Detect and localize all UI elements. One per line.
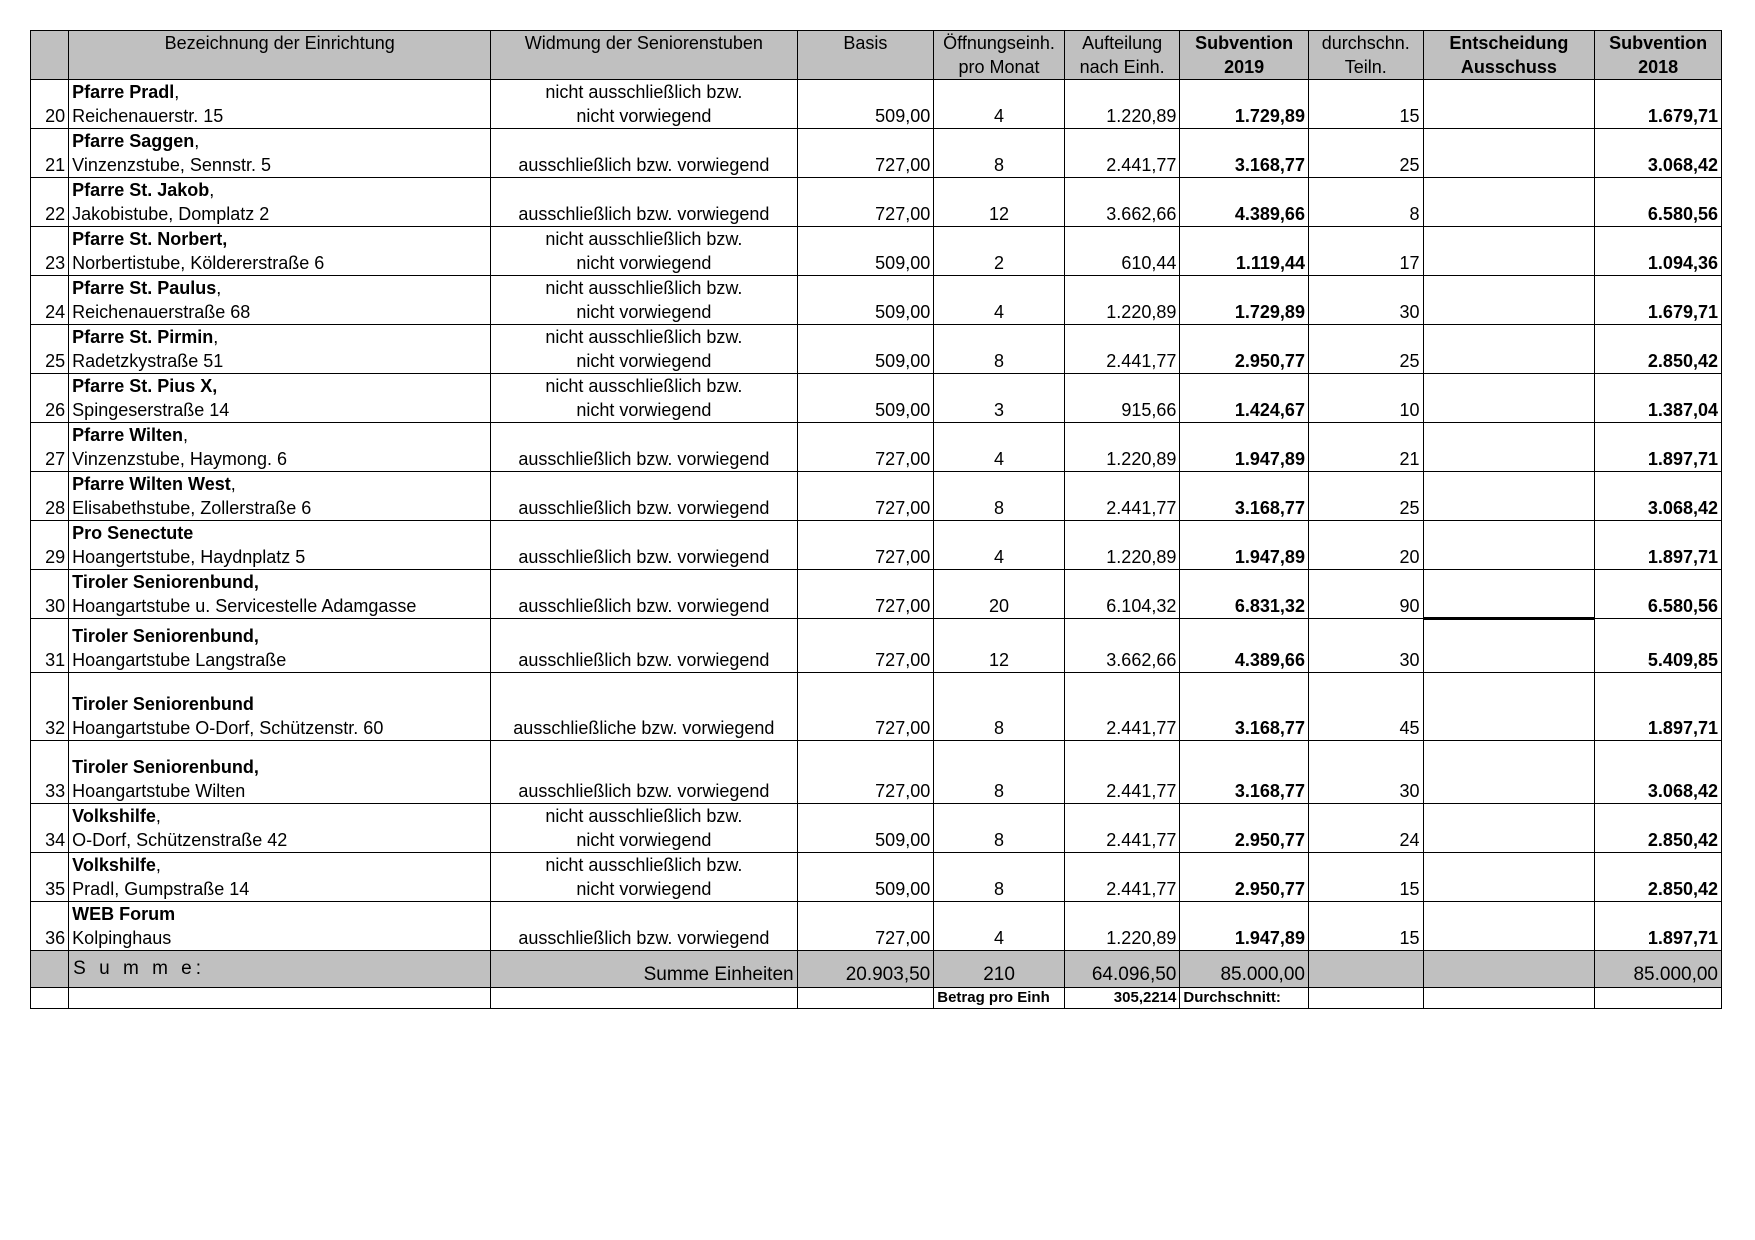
aufteilung-cell: 3.662,66 xyxy=(1064,178,1180,227)
widmung-cell xyxy=(491,673,797,741)
facility-name-cell xyxy=(69,741,491,804)
summary-einheiten-label: Summe Einheiten xyxy=(491,951,797,988)
basis-cell: 509,00 xyxy=(797,804,934,853)
widmung-line-2: ausschließlich bzw. vorwiegend xyxy=(518,449,770,469)
facility-org: Pfarre Wilten West xyxy=(72,474,231,494)
basis-cell: 727,00 xyxy=(797,178,934,227)
widmung-line-1: nicht ausschließlich bzw. xyxy=(545,806,743,826)
teilnehmer-cell: 15 xyxy=(1308,80,1423,129)
teilnehmer-cell: 30 xyxy=(1308,741,1423,804)
facility-name-cell xyxy=(69,423,491,472)
widmung-line-2: nicht vorwiegend xyxy=(576,830,712,850)
entscheidung-cell xyxy=(1423,570,1595,619)
teilnehmer-cell: 30 xyxy=(1308,619,1423,673)
facility-address: O-Dorf, Schützenstraße 42 xyxy=(72,830,288,850)
header-oeffnung: Öffnungseinh. pro Monat xyxy=(934,31,1065,80)
facility-org: Pfarre St. Norbert, xyxy=(72,229,228,249)
aufteilung-cell: 2.441,77 xyxy=(1064,741,1180,804)
entscheidung-cell xyxy=(1423,80,1595,129)
entscheidung-cell xyxy=(1423,276,1595,325)
subvention-2019-cell: 6.831,32 xyxy=(1180,570,1309,619)
teilnehmer-cell: 8 xyxy=(1308,178,1423,227)
footer-empty-3 xyxy=(797,988,934,1009)
widmung-line-2: ausschließlich bzw. vorwiegend xyxy=(518,781,770,801)
widmung-line-1: nicht ausschließlich bzw. xyxy=(545,376,743,396)
header-row xyxy=(31,31,1722,80)
subvention-2018-cell: 6.580,56 xyxy=(1595,178,1722,227)
aufteilung-cell: 3.662,66 xyxy=(1064,619,1180,673)
summary-einheiten: 210 xyxy=(934,951,1065,988)
summary-nr xyxy=(31,951,69,988)
row-number: 24 xyxy=(31,276,69,325)
subvention-2019-cell: 1.119,44 xyxy=(1180,227,1309,276)
footer-row xyxy=(31,988,1722,1009)
subvention-2018-cell: 6.580,56 xyxy=(1595,570,1722,619)
subvention-2018-cell: 1.897,71 xyxy=(1595,423,1722,472)
entscheidung-cell xyxy=(1423,227,1595,276)
aufteilung-cell: 1.220,89 xyxy=(1064,276,1180,325)
subsidy-table xyxy=(30,30,1722,1009)
header-bezeichnung: Bezeichnung der Einrichtung xyxy=(69,31,491,80)
entscheidung-cell xyxy=(1423,374,1595,423)
widmung-line-2: ausschließlich bzw. vorwiegend xyxy=(518,498,770,518)
widmung-cell xyxy=(491,570,797,619)
basis-cell: 509,00 xyxy=(797,325,934,374)
basis-cell: 509,00 xyxy=(797,276,934,325)
entscheidung-cell xyxy=(1423,673,1595,741)
basis-cell: 727,00 xyxy=(797,902,934,951)
footer-empty-6 xyxy=(1595,988,1722,1009)
widmung-cell xyxy=(491,276,797,325)
subvention-2019-cell: 1.424,67 xyxy=(1180,374,1309,423)
subvention-2018-cell: 1.897,71 xyxy=(1595,521,1722,570)
teilnehmer-cell: 25 xyxy=(1308,129,1423,178)
teilnehmer-cell: 90 xyxy=(1308,570,1423,619)
einheiten-cell: 4 xyxy=(934,902,1065,951)
subvention-2018-cell: 3.068,42 xyxy=(1595,129,1722,178)
teilnehmer-cell: 17 xyxy=(1308,227,1423,276)
row-number: 22 xyxy=(31,178,69,227)
facility-address: Hoangartstube O-Dorf, Schützenstr. 60 xyxy=(72,718,384,738)
einheiten-cell: 8 xyxy=(934,129,1065,178)
subvention-2019-cell: 3.168,77 xyxy=(1180,741,1309,804)
footer-empty-5 xyxy=(1423,988,1595,1009)
facility-org-suffix: , xyxy=(155,855,161,875)
facility-address: Pradl, Gumpstraße 14 xyxy=(72,879,250,899)
summary-teilnehmer xyxy=(1308,951,1423,988)
facility-org: Volkshilfe xyxy=(72,855,156,875)
footer-empty-1 xyxy=(69,988,491,1009)
facility-name-cell xyxy=(69,853,491,902)
facility-name-cell xyxy=(69,325,491,374)
subvention-2019-cell: 2.950,77 xyxy=(1180,325,1309,374)
row-number: 26 xyxy=(31,374,69,423)
table-row xyxy=(31,619,1722,673)
facility-name-cell xyxy=(69,227,491,276)
facility-org-suffix: , xyxy=(183,425,189,445)
entscheidung-cell xyxy=(1423,853,1595,902)
teilnehmer-cell: 25 xyxy=(1308,472,1423,521)
facility-org: Pfarre St. Jakob xyxy=(72,180,210,200)
widmung-line-1: nicht ausschließlich bzw. xyxy=(545,327,743,347)
basis-cell: 509,00 xyxy=(797,374,934,423)
facility-address: Reichenauerstr. 15 xyxy=(72,106,224,126)
basis-cell: 509,00 xyxy=(797,227,934,276)
einheiten-cell: 4 xyxy=(934,521,1065,570)
summary-entscheidung xyxy=(1423,951,1595,988)
entscheidung-cell xyxy=(1423,472,1595,521)
row-number: 30 xyxy=(31,570,69,619)
header-teilnehmer: durchschn. Teiln. xyxy=(1308,31,1423,80)
widmung-cell xyxy=(491,80,797,129)
aufteilung-cell: 6.104,32 xyxy=(1064,570,1180,619)
teilnehmer-cell: 24 xyxy=(1308,804,1423,853)
summary-row xyxy=(31,951,1722,988)
header-basis: Basis xyxy=(797,31,934,80)
einheiten-cell: 20 xyxy=(934,570,1065,619)
einheiten-cell: 8 xyxy=(934,325,1065,374)
entscheidung-cell xyxy=(1423,423,1595,472)
facility-name-cell xyxy=(69,570,491,619)
table-row xyxy=(31,325,1722,374)
widmung-line-1: nicht ausschließlich bzw. xyxy=(545,855,743,875)
einheiten-cell: 4 xyxy=(934,276,1065,325)
widmung-cell xyxy=(491,423,797,472)
widmung-cell xyxy=(491,472,797,521)
facility-org: Volkshilfe xyxy=(72,806,156,826)
subvention-2018-cell: 2.850,42 xyxy=(1595,325,1722,374)
row-number: 36 xyxy=(31,902,69,951)
widmung-line-2: nicht vorwiegend xyxy=(576,351,712,371)
table-row xyxy=(31,227,1722,276)
einheiten-cell: 2 xyxy=(934,227,1065,276)
facility-org: Tiroler Seniorenbund, xyxy=(72,757,259,777)
facility-name-cell xyxy=(69,619,491,673)
widmung-line-2: ausschließlich bzw. vorwiegend xyxy=(518,596,770,616)
basis-cell: 727,00 xyxy=(797,619,934,673)
widmung-line-1: nicht ausschließlich bzw. xyxy=(545,82,743,102)
entscheidung-cell xyxy=(1423,619,1595,673)
row-number: 27 xyxy=(31,423,69,472)
row-number: 32 xyxy=(31,673,69,741)
facility-org: Pfarre Wilten xyxy=(72,425,184,445)
subvention-2018-cell: 1.679,71 xyxy=(1595,276,1722,325)
subvention-2018-cell: 3.068,42 xyxy=(1595,472,1722,521)
facility-address: Radetzkystraße 51 xyxy=(72,351,224,371)
aufteilung-cell: 2.441,77 xyxy=(1064,129,1180,178)
basis-cell: 727,00 xyxy=(797,741,934,804)
widmung-line-2: ausschließliche bzw. vorwiegend xyxy=(513,718,775,738)
table-row xyxy=(31,853,1722,902)
facility-address: Reichenauerstraße 68 xyxy=(72,302,251,322)
subvention-2018-cell: 1.897,71 xyxy=(1595,902,1722,951)
widmung-line-2: nicht vorwiegend xyxy=(576,400,712,420)
facility-name-cell xyxy=(69,673,491,741)
facility-name-cell xyxy=(69,276,491,325)
facility-address: Jakobistube, Domplatz 2 xyxy=(72,204,270,224)
widmung-cell xyxy=(491,853,797,902)
row-number: 28 xyxy=(31,472,69,521)
widmung-cell xyxy=(491,804,797,853)
summary-label: S u m m e: xyxy=(69,951,491,988)
aufteilung-cell: 2.441,77 xyxy=(1064,804,1180,853)
aufteilung-cell: 2.441,77 xyxy=(1064,325,1180,374)
table-row xyxy=(31,472,1722,521)
facility-name-cell xyxy=(69,472,491,521)
widmung-cell xyxy=(491,374,797,423)
facility-name-cell xyxy=(69,374,491,423)
table-body xyxy=(31,80,1722,951)
aufteilung-cell: 610,44 xyxy=(1064,227,1180,276)
header-entscheidung: Entscheidung Ausschuss xyxy=(1423,31,1595,80)
subvention-2019-cell: 2.950,77 xyxy=(1180,853,1309,902)
entscheidung-cell xyxy=(1423,741,1595,804)
widmung-line-2: ausschließlich bzw. vorwiegend xyxy=(518,204,770,224)
basis-cell: 727,00 xyxy=(797,570,934,619)
einheiten-cell: 8 xyxy=(934,472,1065,521)
subvention-2018-cell: 2.850,42 xyxy=(1595,853,1722,902)
entscheidung-cell xyxy=(1423,178,1595,227)
facility-org-suffix: , xyxy=(213,327,219,347)
aufteilung-cell: 1.220,89 xyxy=(1064,423,1180,472)
widmung-line-2: nicht vorwiegend xyxy=(576,106,712,126)
subvention-2018-cell: 3.068,42 xyxy=(1595,741,1722,804)
facility-name-cell xyxy=(69,80,491,129)
teilnehmer-cell: 25 xyxy=(1308,325,1423,374)
subvention-2018-cell: 5.409,85 xyxy=(1595,619,1722,673)
facility-org: Pro Senectute xyxy=(72,523,194,543)
table-row xyxy=(31,570,1722,619)
facility-name-cell xyxy=(69,178,491,227)
teilnehmer-cell: 30 xyxy=(1308,276,1423,325)
row-number: 29 xyxy=(31,521,69,570)
basis-cell: 727,00 xyxy=(797,521,934,570)
aufteilung-cell: 2.441,77 xyxy=(1064,472,1180,521)
subvention-2019-cell: 1.729,89 xyxy=(1180,276,1309,325)
footer-betrag-value: 305,2214 xyxy=(1064,988,1180,1009)
facility-name-cell xyxy=(69,804,491,853)
widmung-cell xyxy=(491,129,797,178)
einheiten-cell: 3 xyxy=(934,374,1065,423)
facility-org-suffix: , xyxy=(230,474,236,494)
facility-address: Hoangartstube Langstraße xyxy=(72,650,287,670)
summary-aufteilung: 64.096,50 xyxy=(1064,951,1180,988)
footer-durchschnitt-label: Durchschnitt: xyxy=(1180,988,1309,1009)
table-row xyxy=(31,423,1722,472)
header-subvention-2019: Subvention 2019 xyxy=(1180,31,1309,80)
row-number: 21 xyxy=(31,129,69,178)
facility-org-suffix: , xyxy=(209,180,215,200)
subvention-2019-cell: 1.947,89 xyxy=(1180,423,1309,472)
entscheidung-cell xyxy=(1423,804,1595,853)
facility-org: Tiroler Seniorenbund, xyxy=(72,626,259,646)
row-number: 23 xyxy=(31,227,69,276)
widmung-line-1: nicht ausschließlich bzw. xyxy=(545,278,743,298)
entscheidung-cell xyxy=(1423,902,1595,951)
summary-subvention-2019: 85.000,00 xyxy=(1180,951,1309,988)
teilnehmer-cell: 45 xyxy=(1308,673,1423,741)
subvention-2019-cell: 1.947,89 xyxy=(1180,521,1309,570)
basis-cell: 727,00 xyxy=(797,673,934,741)
facility-org: Pfarre Saggen xyxy=(72,131,195,151)
widmung-line-1: nicht ausschließlich bzw. xyxy=(545,229,743,249)
entscheidung-cell xyxy=(1423,521,1595,570)
table-row xyxy=(31,673,1722,741)
footer-nr xyxy=(31,988,69,1009)
table-row xyxy=(31,80,1722,129)
entscheidung-cell xyxy=(1423,129,1595,178)
row-number: 25 xyxy=(31,325,69,374)
widmung-line-2: ausschließlich bzw. vorwiegend xyxy=(518,650,770,670)
subvention-2018-cell: 1.897,71 xyxy=(1595,673,1722,741)
subvention-2018-cell: 1.094,36 xyxy=(1595,227,1722,276)
facility-org: Tiroler Seniorenbund xyxy=(72,694,254,714)
widmung-cell xyxy=(491,178,797,227)
widmung-cell xyxy=(491,741,797,804)
table-row xyxy=(31,804,1722,853)
subvention-2019-cell: 3.168,77 xyxy=(1180,472,1309,521)
facility-address: Spingeserstraße 14 xyxy=(72,400,230,420)
widmung-cell xyxy=(491,619,797,673)
einheiten-cell: 4 xyxy=(934,80,1065,129)
aufteilung-cell: 1.220,89 xyxy=(1064,80,1180,129)
facility-name-cell xyxy=(69,521,491,570)
widmung-line-2: ausschließlich bzw. vorwiegend xyxy=(518,928,770,948)
subvention-2018-cell: 2.850,42 xyxy=(1595,804,1722,853)
facility-address: Norbertistube, Köldererstraße 6 xyxy=(72,253,325,273)
aufteilung-cell: 2.441,77 xyxy=(1064,673,1180,741)
subvention-2019-cell: 4.389,66 xyxy=(1180,178,1309,227)
row-number: 34 xyxy=(31,804,69,853)
widmung-cell xyxy=(491,227,797,276)
aufteilung-cell: 1.220,89 xyxy=(1064,521,1180,570)
facility-org-suffix: , xyxy=(174,82,180,102)
widmung-cell xyxy=(491,902,797,951)
footer-empty-4 xyxy=(1308,988,1423,1009)
table-row xyxy=(31,521,1722,570)
basis-cell: 727,00 xyxy=(797,472,934,521)
basis-cell: 509,00 xyxy=(797,853,934,902)
table-row xyxy=(31,902,1722,951)
teilnehmer-cell: 10 xyxy=(1308,374,1423,423)
widmung-line-2: nicht vorwiegend xyxy=(576,253,712,273)
facility-address: Hoangartstube u. Servicestelle Adamgasse xyxy=(72,596,417,616)
facility-address: Vinzenzstube, Haymong. 6 xyxy=(72,449,287,469)
facility-address: Vinzenzstube, Sennstr. 5 xyxy=(72,155,271,175)
aufteilung-cell: 2.441,77 xyxy=(1064,853,1180,902)
facility-address: Hoangartstube Wilten xyxy=(72,781,246,801)
row-number: 31 xyxy=(31,619,69,673)
facility-org: Pfarre Pradl xyxy=(72,82,175,102)
aufteilung-cell: 915,66 xyxy=(1064,374,1180,423)
facility-address: Hoangertstube, Haydnplatz 5 xyxy=(72,547,306,567)
widmung-line-2: ausschließlich bzw. vorwiegend xyxy=(518,155,770,175)
facility-org: Pfarre St. Paulus xyxy=(72,278,217,298)
header-widmung: Widmung der Seniorenstuben xyxy=(491,31,797,80)
facility-org-suffix: , xyxy=(216,278,222,298)
facility-name-cell xyxy=(69,129,491,178)
subvention-2019-cell: 3.168,77 xyxy=(1180,673,1309,741)
row-number: 33 xyxy=(31,741,69,804)
facility-address: Elisabethstube, Zollerstraße 6 xyxy=(72,498,312,518)
subvention-2019-cell: 4.389,66 xyxy=(1180,619,1309,673)
subvention-2018-cell: 1.679,71 xyxy=(1595,80,1722,129)
facility-org-suffix: , xyxy=(194,131,200,151)
facility-org: Pfarre St. Pius X, xyxy=(72,376,218,396)
basis-cell: 509,00 xyxy=(797,80,934,129)
table-row xyxy=(31,741,1722,804)
basis-cell: 727,00 xyxy=(797,423,934,472)
subvention-2019-cell: 1.947,89 xyxy=(1180,902,1309,951)
widmung-line-2: nicht vorwiegend xyxy=(576,302,712,322)
table-row xyxy=(31,276,1722,325)
widmung-cell xyxy=(491,325,797,374)
summary-basis: 20.903,50 xyxy=(797,951,934,988)
entscheidung-cell xyxy=(1423,325,1595,374)
teilnehmer-cell: 15 xyxy=(1308,853,1423,902)
row-number: 35 xyxy=(31,853,69,902)
table-row xyxy=(31,178,1722,227)
table-row xyxy=(31,374,1722,423)
teilnehmer-cell: 15 xyxy=(1308,902,1423,951)
teilnehmer-cell: 21 xyxy=(1308,423,1423,472)
basis-cell: 727,00 xyxy=(797,129,934,178)
table-row xyxy=(31,129,1722,178)
facility-org: Pfarre St. Pirmin xyxy=(72,327,214,347)
subvention-2019-cell: 3.168,77 xyxy=(1180,129,1309,178)
footer-empty-2 xyxy=(491,988,797,1009)
widmung-cell xyxy=(491,521,797,570)
facility-org: Tiroler Seniorenbund, xyxy=(72,572,259,592)
teilnehmer-cell: 20 xyxy=(1308,521,1423,570)
einheiten-cell: 4 xyxy=(934,423,1065,472)
einheiten-cell: 12 xyxy=(934,178,1065,227)
header-subvention-2018: Subvention 2018 xyxy=(1595,31,1722,80)
widmung-line-2: nicht vorwiegend xyxy=(576,879,712,899)
subvention-2019-cell: 2.950,77 xyxy=(1180,804,1309,853)
facility-address: Kolpinghaus xyxy=(72,928,172,948)
facility-name-cell xyxy=(69,902,491,951)
header-nr xyxy=(31,31,69,80)
einheiten-cell: 8 xyxy=(934,741,1065,804)
footer-betrag-label: Betrag pro Einh xyxy=(934,988,1065,1009)
aufteilung-cell: 1.220,89 xyxy=(1064,902,1180,951)
einheiten-cell: 8 xyxy=(934,804,1065,853)
row-number: 20 xyxy=(31,80,69,129)
facility-org: WEB Forum xyxy=(72,904,176,924)
widmung-line-2: ausschließlich bzw. vorwiegend xyxy=(518,547,770,567)
summary-subvention-2018: 85.000,00 xyxy=(1595,951,1722,988)
einheiten-cell: 12 xyxy=(934,619,1065,673)
facility-org-suffix: , xyxy=(155,806,161,826)
subvention-2018-cell: 1.387,04 xyxy=(1595,374,1722,423)
einheiten-cell: 8 xyxy=(934,853,1065,902)
einheiten-cell: 8 xyxy=(934,673,1065,741)
subvention-2019-cell: 1.729,89 xyxy=(1180,80,1309,129)
header-aufteilung: Aufteilung nach Einh. xyxy=(1064,31,1180,80)
